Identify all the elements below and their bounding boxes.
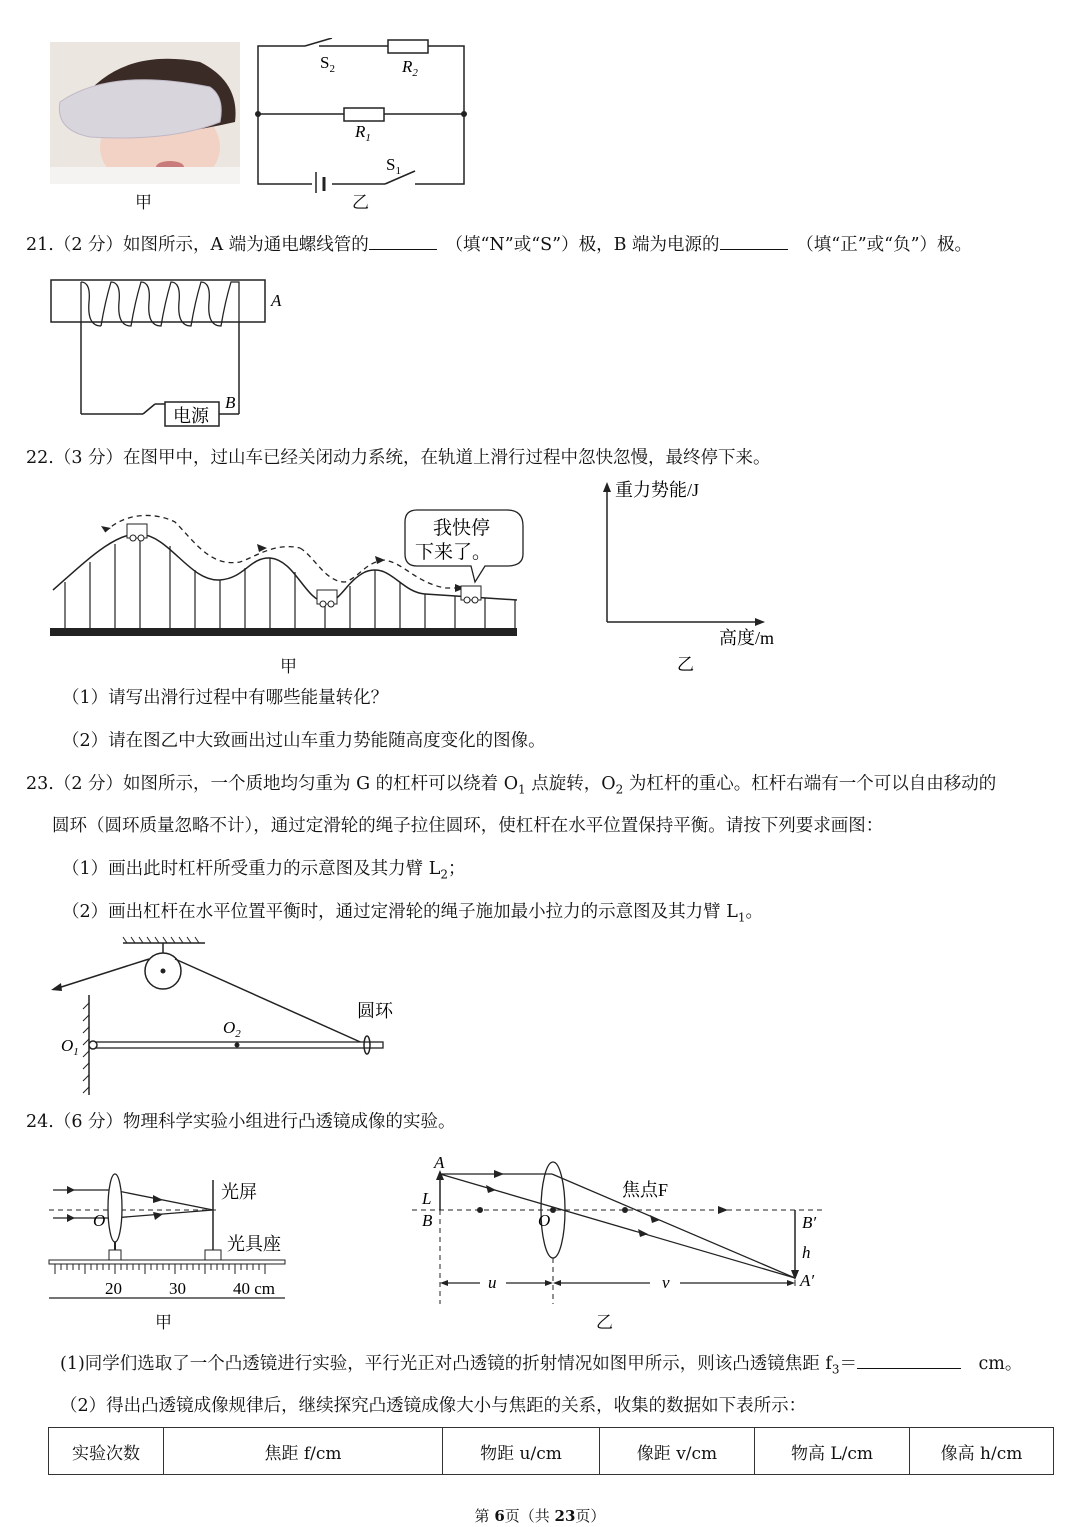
question-24: 24.（6 分）物理科学实验小组进行凸透镜成像的实验。 bbox=[26, 1112, 456, 1132]
graph-caption: 乙 bbox=[677, 655, 694, 674]
svg-text:O: O bbox=[538, 1211, 551, 1230]
svg-text:B′: B′ bbox=[802, 1213, 817, 1232]
answer-blank[interactable] bbox=[369, 231, 437, 250]
svg-text:光具座: 光具座 bbox=[227, 1234, 281, 1254]
pivot-o1 bbox=[89, 1041, 97, 1049]
focal-point bbox=[622, 1207, 628, 1213]
photo-caption: 甲 bbox=[135, 193, 152, 213]
lens-a-caption: 甲 bbox=[155, 1313, 172, 1333]
rope-left bbox=[55, 959, 149, 989]
roller-coaster-diagram bbox=[45, 502, 525, 652]
answer-blank[interactable] bbox=[857, 1350, 961, 1369]
q22-sub2: （2）请在图乙中大致画出过山车重力势能随高度变化的图像。 bbox=[62, 731, 546, 751]
ground bbox=[50, 628, 517, 636]
svg-text:v: v bbox=[662, 1273, 670, 1292]
svg-text:光屏: 光屏 bbox=[221, 1182, 257, 1202]
q24-sub2: （2）得出凸透镜成像规律后，继续探究凸透镜成像大小与焦距的关系，收集的数据如下表所示： bbox=[60, 1396, 807, 1416]
photo-illustration bbox=[50, 42, 240, 184]
circuit-diagram-20 bbox=[250, 38, 475, 193]
question-22: 22.（3 分）在图甲中，过山车已经关闭动力系统，在轨道上滑行过程中忽快忽慢，最终停下来。 bbox=[26, 448, 771, 468]
page-footer: 第 6页（共 23页） bbox=[474, 1507, 606, 1525]
convex-lens bbox=[108, 1174, 122, 1242]
q23-sub1: （1）画出此时杠杆所受重力的示意图及其力臂 $L_2$； bbox=[62, 859, 466, 882]
lens-b-caption: 乙 bbox=[596, 1313, 613, 1333]
svg-text:焦点F: 焦点F bbox=[622, 1180, 669, 1200]
q22-sub1: （1）请写出滑行过程中有哪些能量转化？ bbox=[62, 688, 389, 708]
svg-text:R1: $R_1$ bbox=[355, 122, 371, 144]
table-header-row bbox=[49, 1428, 1054, 1475]
data-table bbox=[48, 1427, 1054, 1475]
circuit-caption: 乙 bbox=[352, 193, 369, 213]
question-23-line2: 圆环（圆环质量忽略不计），通过定滑轮的绳子拉住圆环，使杠杆在水平位置保持平衡。请按下列要求画图： bbox=[52, 816, 884, 836]
switch bbox=[143, 404, 155, 414]
table-header-cell: 物高 L/cm bbox=[755, 1428, 910, 1475]
energy-graph-axes bbox=[595, 478, 815, 678]
svg-text:我快停: 我快停 bbox=[433, 518, 491, 539]
lens-focal-diagram bbox=[45, 1170, 295, 1330]
svg-text:40 cm: 40 cm bbox=[233, 1279, 276, 1298]
eye-mask-photo bbox=[50, 42, 240, 184]
cart-top bbox=[127, 524, 147, 541]
svg-text:电源: 电源 bbox=[173, 406, 209, 426]
question-21: 21.（2 分）如图所示，A 端为通电螺线管的 （填“N”或“S”）极，B 端为电源的 （填“正”或“负”）极。 bbox=[26, 231, 972, 259]
cart-end bbox=[461, 586, 481, 603]
svg-text:下来了。: 下来了。 bbox=[415, 542, 492, 563]
lever-pulley-diagram bbox=[45, 935, 405, 1095]
svg-text:L: L bbox=[422, 1189, 432, 1208]
table-header-cell: 像高 h/cm bbox=[910, 1428, 1054, 1475]
q24-sub1: (1)同学们选取了一个凸透镜进行实验，平行光正对凸透镜的折射情况如图甲所示，则该凸透镜焦距 $f_3=$ cm。 bbox=[60, 1350, 1022, 1384]
resistor-r2 bbox=[388, 40, 428, 53]
table-header-cell: 像距 v/cm bbox=[600, 1428, 755, 1475]
svg-text:A′: A′ bbox=[800, 1271, 815, 1290]
table-header-cell: 焦距 f/cm bbox=[164, 1428, 443, 1475]
q23-sub2: （2）画出杠杆在水平位置平衡时，通过定滑轮的绳子施加最小拉力的示意图及其力臂 $L_1$。 bbox=[62, 902, 763, 925]
svg-text:O: O bbox=[93, 1211, 106, 1230]
resistor-r1 bbox=[344, 108, 384, 121]
svg-text:S2: $S_2$ bbox=[320, 53, 335, 75]
svg-text:h: h bbox=[802, 1243, 811, 1262]
table-header-cell: 物距 u/cm bbox=[443, 1428, 600, 1475]
lens-imaging-diagram bbox=[410, 1152, 830, 1312]
table-header-cell: 实验次数 bbox=[49, 1428, 164, 1475]
answer-blank[interactable] bbox=[720, 231, 788, 250]
center-o2 bbox=[235, 1043, 240, 1048]
svg-text:B: B bbox=[225, 393, 236, 412]
svg-text:A: A bbox=[434, 1153, 445, 1172]
solenoid-diagram bbox=[45, 272, 295, 432]
svg-text:O1: $O_1$ bbox=[61, 1036, 79, 1058]
question-23-line1: 23.（2 分）如图所示，一个质地均匀重为 G 的杠杆可以绕着 $O_1$ 点旋转，$O_2$ 为杠杆的重心。杠杆右端有一个可以自由移动的 bbox=[26, 774, 997, 797]
x-axis-label: 高度/m bbox=[719, 628, 775, 648]
svg-text:S1: $S_1$ bbox=[386, 155, 401, 177]
svg-text:O2: $O_2$ bbox=[223, 1018, 241, 1040]
svg-text:圆环: 圆环 bbox=[357, 1001, 393, 1021]
svg-text:20: 20 bbox=[105, 1279, 122, 1298]
coaster-caption: 甲 bbox=[280, 657, 297, 677]
cart-middle bbox=[317, 590, 337, 607]
svg-text:R2: $R_2$ bbox=[402, 57, 418, 79]
svg-text:30: 30 bbox=[169, 1279, 186, 1298]
svg-text:B: B bbox=[422, 1211, 433, 1230]
y-axis-label: 重力势能/J bbox=[615, 480, 700, 500]
rope-right bbox=[175, 959, 367, 1045]
svg-text:u: u bbox=[488, 1273, 497, 1292]
svg-text:A: A bbox=[271, 291, 282, 310]
